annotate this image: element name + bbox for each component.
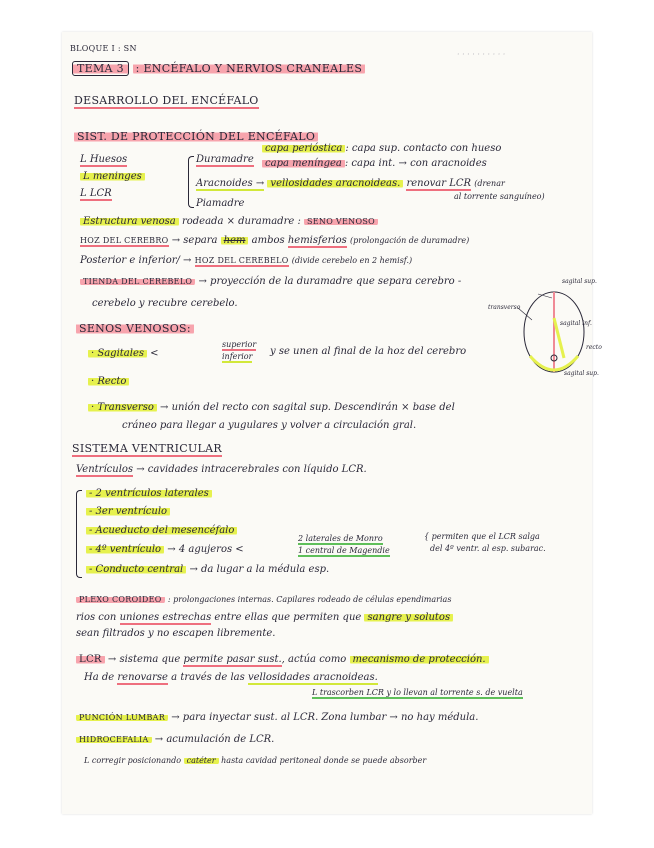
transverso-item: · Transverso → unión del recto con sagital sup. Descendirán × base del	[88, 402, 455, 414]
plexo-line-3: sean filtrados y no escapen libremente.	[76, 628, 276, 639]
estructura-line: Estructura venosa rodeada × duramadre : SENO VENOSO	[80, 216, 378, 228]
plexo-line-1: PLEXO COROIDEO : prolongaciones internas. Capilares rodeado de células ependimarias	[76, 594, 451, 606]
foramen-central: 1 central de Magendie	[298, 546, 390, 555]
permiten-line-2: del 4º ventr. al esp. subarac.	[430, 544, 546, 553]
piamadre-item: Piamadre	[196, 198, 245, 209]
ventricular-item-3: - Acueducto del mesencéfalo	[86, 525, 237, 537]
ventricular-item-4: - 4º ventrículo → 4 agujeros <	[86, 544, 244, 556]
ventricular-item-2: - 3er ventrículo	[86, 506, 170, 518]
lcr-item: L LCR	[80, 188, 112, 199]
notebook-page	[62, 32, 602, 814]
ventricular-item-1: - 2 ventrículos laterales	[86, 488, 212, 500]
senos-heading: SENOS VENOSOS:	[76, 322, 194, 335]
meninges-brace	[188, 156, 194, 208]
recto-item: · Recto	[88, 376, 129, 388]
aracnoides-item: Aracnoides → vellosidades aracnoideas. renovar LCR (drenar	[196, 178, 505, 189]
sagital-inferior: inferior	[222, 352, 253, 361]
lcr-line-1: LCR → sistema que permite pasar sust., actúa como mecanismo de protección.	[76, 654, 489, 666]
proteccion-heading: SIST. DE PROTECCIÓN DEL ENCÉFALO	[74, 130, 318, 143]
capa-meningea: capa meníngea : capa int. → con aracnoides	[262, 158, 487, 170]
tienda-line-2: cerebelo y recubre cerebelo.	[92, 298, 238, 309]
meninges-item: L meninges	[80, 171, 145, 183]
diagram-label-recto: recto	[586, 344, 602, 351]
foramen-lateral: 2 laterales de Monro	[298, 534, 383, 543]
tienda-line: TIENDA DEL CEREBELO → proyección de la duramadre que separa cerebro -	[80, 276, 461, 288]
diagram-label-sagital-sup-2: sagital sup.	[564, 370, 599, 377]
ventricular-heading: SISTEMA VENTRICULAR	[72, 442, 222, 455]
huesos-item: L Huesos	[80, 154, 128, 165]
hidrocefalia-line: HIDROCEFALIA → acumulación de LCR.	[76, 734, 274, 746]
renovar-note: al torrente sanguíneo)	[454, 192, 545, 201]
desarrollo-heading: DESARROLLO DEL ENCÉFALO	[74, 94, 259, 107]
sagitales-note: y se unen al final de la hoz del cerebro	[270, 346, 467, 357]
duramadre-item: Duramadre	[196, 154, 254, 165]
tema-heading	[72, 62, 365, 75]
bloque-label: BLOQUE I : SN	[70, 44, 137, 53]
permiten-line-1: { permiten que el LCR salga	[424, 532, 540, 541]
plexo-line-2: rios con uniones estrechas entre ellas que permiten que sangre y solutos	[76, 612, 453, 624]
diagram-label-sagital-sup: sagital sup.	[562, 278, 597, 285]
diagram-label-transverso: transverso	[488, 304, 521, 311]
ventriculos-line: Ventrículos → cavidades intracerebrales con líquido LCR.	[76, 464, 367, 475]
puncion-line: PUNCIÓN LUMBAR → para inyectar sust. al LCR. Zona lumbar → no hay médula.	[76, 712, 478, 724]
hoz-cerebelo-line: Posterior e inferior/ → HOZ DEL CEREBELO (divide cerebelo en 2 hemisf.)	[80, 255, 413, 266]
hoz-cerebro-line: HOZ DEL CEREBRO → separa hem ambos hemisferios (prolongación de duramadre)	[80, 235, 470, 246]
sagitales-item: · Sagitales <	[88, 348, 159, 360]
lcr-line-3: L trascorben LCR y lo llevan al torrente s. de vuelta	[312, 688, 523, 697]
diagram-label-sagital-inf: sagital inf.	[560, 320, 592, 327]
tema-title: : ENCÉFALO Y NERVIOS CRANEALES	[133, 62, 366, 75]
transverso-note-2: cráneo para llegar a yugulares y volver a circulación gral.	[122, 420, 417, 431]
ventricular-brace	[76, 490, 82, 578]
venous-sinus-diagram	[488, 278, 602, 388]
hidrocefalia-corregir: L corregir posicionando catéter hasta cavidad peritoneal donde se puede absorber	[84, 756, 427, 765]
bleed-text: · · · · · · · · · ·	[457, 50, 506, 59]
ventricular-item-5: - Conducto central → da lugar a la médula esp.	[86, 564, 329, 576]
lcr-line-2: Ha de renovarse a través de las vellosidades aracnoideas.	[84, 672, 378, 683]
tema-label: TEMA 3	[72, 61, 129, 76]
capa-periostica: capa perióstica : capa sup. contacto con hueso	[262, 143, 501, 155]
sagital-superior: superior	[222, 340, 257, 349]
